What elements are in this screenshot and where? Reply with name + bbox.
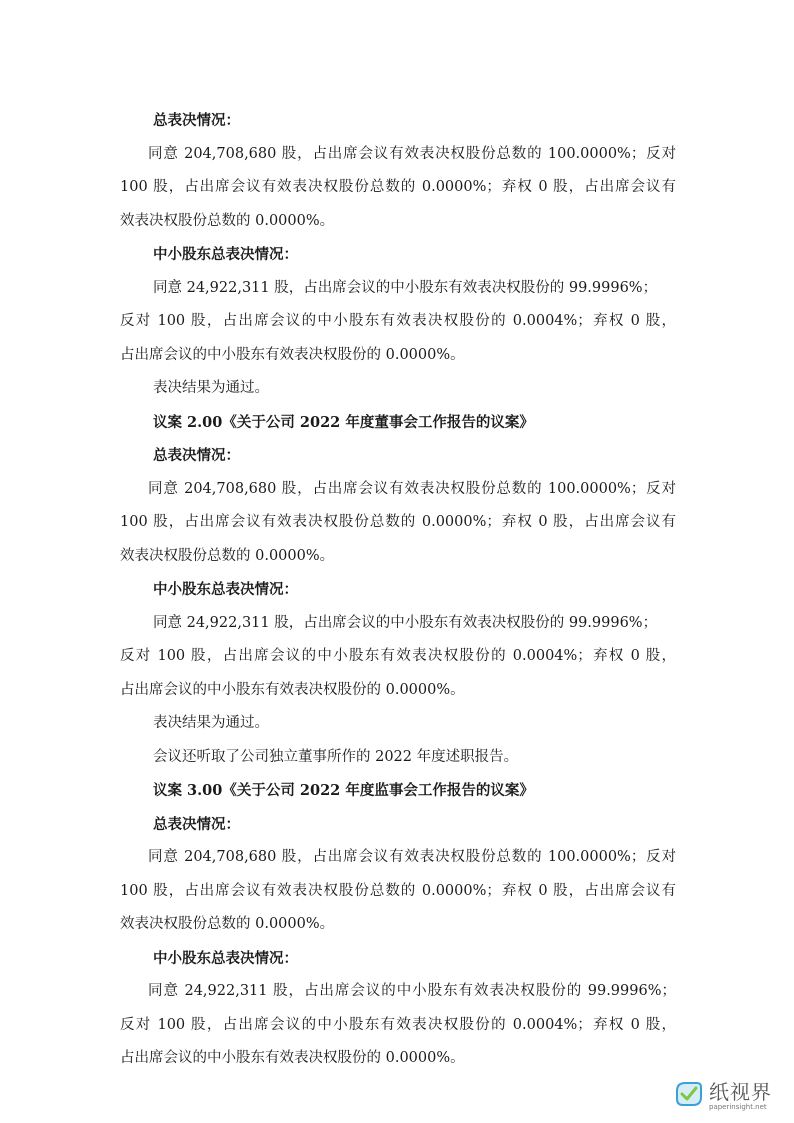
paragraph-line: 100 股，占出席会议有效表决权股份总数的 0.0000%；弃权 0 股，占出席会议有 (120, 179, 676, 195)
paragraph-line: 反对 100 股，占出席会议的中小股东有效表决权股份的 0.0004%；弃权 0 股， (120, 648, 676, 664)
paragraph-line: 100 股，占出席会议有效表决权股份总数的 0.0000%；弃权 0 股，占出席会议有 (120, 514, 676, 530)
paragraph-line: 表决结果为通过。 (153, 380, 269, 396)
paragraph-line: 100 股，占出席会议有效表决权股份总数的 0.0000%；弃权 0 股，占出席会议有 (120, 882, 676, 899)
section-heading: 总表决情况： (153, 112, 240, 129)
paragraph-line: 效表决权股份总数的 0.0000%。 (120, 916, 335, 932)
paragraph-line: 反对 100 股，占出席会议的中小股东有效表决权股份的 0.0004%；弃权 0 股， (120, 313, 676, 329)
section-heading: 总表决情况： (153, 447, 240, 464)
paragraph-line: 占出席会议的中小股东有效表决权股份的 0.0000%。 (120, 681, 465, 698)
paperinsight-logo-icon (671, 1077, 705, 1115)
document-body (120, 104, 676, 1076)
paragraph-line: 表决结果为通过。 (153, 715, 269, 731)
paragraph-line: 同意 204,708,680 股，占出席会议有效表决权股份总数的 100.0000%；反对 (148, 480, 676, 497)
paragraph-line: 效表决权股份总数的 0.0000%。 (120, 547, 335, 564)
section-heading: 中小股东总表决情况： (153, 949, 298, 967)
paragraph-line: 同意 204,708,680 股，占出席会议有效表决权股份总数的 100.0000%；反对 (148, 145, 676, 162)
watermark-title: 纸视界 (709, 1079, 772, 1104)
paragraph-line: 同意 24,922,311 股，占出席会议的中小股东有效表决权股份的 99.9996%； (153, 279, 658, 296)
section-heading: 总表决情况： (153, 815, 240, 833)
section-heading: 议案 3.00《关于公司 2022 年度监事会工作报告的议案》 (153, 782, 534, 799)
paragraph-line: 反对 100 股，占出席会议的中小股东有效表决权股份的 0.0004%；弃权 0 股， (120, 1016, 676, 1033)
paragraph-line: 占出席会议的中小股东有效表决权股份的 0.0000%。 (120, 346, 465, 363)
paragraph-line: 同意 24,922,311 股，占出席会议的中小股东有效表决权股份的 99.9996%； (148, 983, 676, 999)
section-heading: 议案 2.00《关于公司 2022 年度董事会工作报告的议案》 (153, 413, 534, 431)
section-heading: 中小股东总表决情况： (153, 246, 298, 263)
watermark-url: paperinsight.net (709, 1102, 767, 1111)
paragraph-line: 会议还听取了公司独立董事所作的 2022 年度述职报告。 (153, 748, 519, 765)
paragraph-line: 占出席会议的中小股东有效表决权股份的 0.0000%。 (120, 1050, 465, 1066)
paragraph-line: 同意 204,708,680 股，占出席会议有效表决权股份总数的 100.0000%；反对 (148, 849, 676, 865)
watermark (671, 1077, 772, 1115)
paragraph-line: 效表决权股份总数的 0.0000%。 (120, 212, 335, 229)
paragraph-line: 同意 24,922,311 股，占出席会议的中小股东有效表决权股份的 99.9996%； (153, 614, 658, 631)
section-heading: 中小股东总表决情况： (153, 581, 298, 598)
